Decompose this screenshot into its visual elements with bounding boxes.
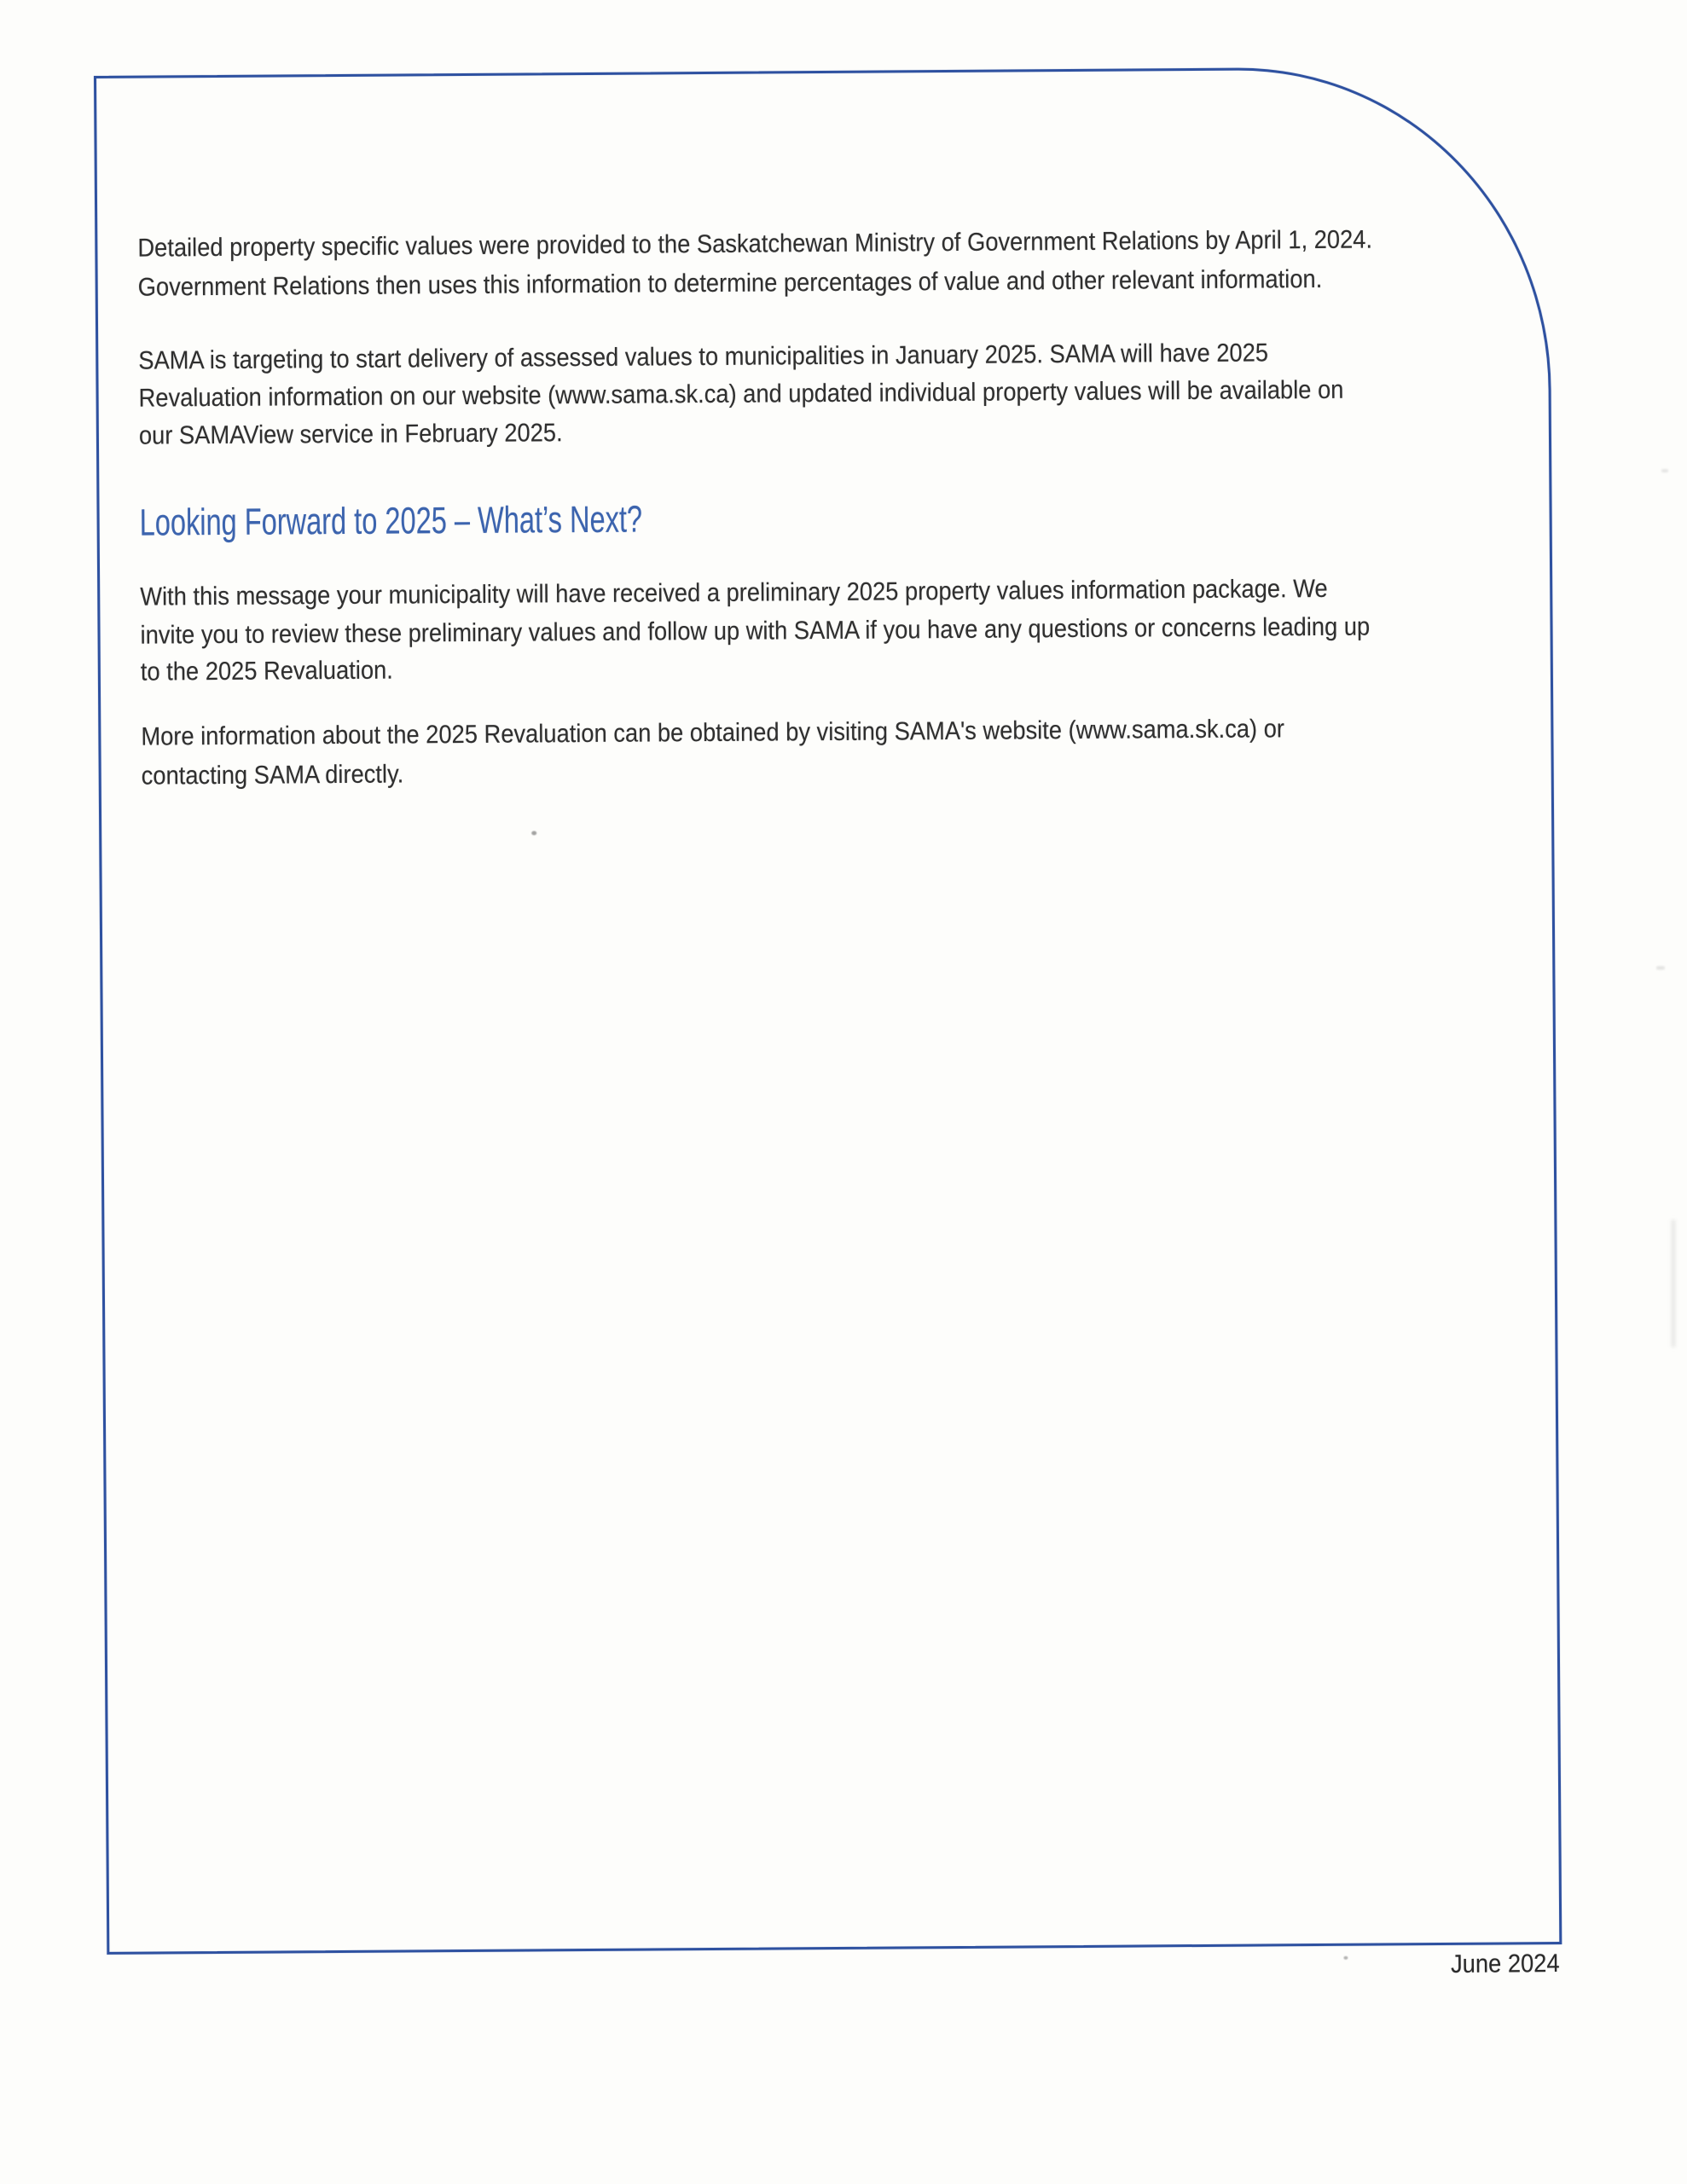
paragraph-4-line-2: contacting SAMA directly. bbox=[141, 760, 404, 791]
paragraph-1-line-1: Detailed property specific values were provided to the Saskatchewan Ministry of Government Relations by April 1, 2024. bbox=[137, 225, 1373, 263]
scan-speck bbox=[531, 831, 536, 835]
paragraph-2-line-1: SAMA is targeting to start delivery of assessed values to municipalities in January 2025. SAMA will have 2025 bbox=[138, 339, 1269, 375]
scan-edge-artifact bbox=[1656, 966, 1665, 970]
paragraph-1 bbox=[0, 0, 1686, 302]
paragraph-3-line-1: With this message your municipality will have received a preliminary 2025 property values information package. We bbox=[140, 574, 1328, 611]
paragraph-2-line-2: Revaluation information on our website (www.sama.sk.ca) and updated individual property values will be available on bbox=[138, 375, 1344, 413]
paragraph-3-line-3: to the 2025 Revaluation. bbox=[140, 656, 393, 686]
scan-edge-artifact bbox=[1661, 469, 1668, 472]
paragraph-3-line-2: invite you to review these preliminary values and follow up with SAMA if you have any questions or concerns leading up bbox=[140, 612, 1371, 650]
scan-speck bbox=[1343, 1956, 1348, 1960]
paragraph-4-line-1: More information about the 2025 Revaluation can be obtained by visiting SAMA's website (www.sama.sk.ca) or bbox=[141, 715, 1285, 751]
scan-edge-artifact bbox=[1672, 1219, 1675, 1347]
paragraph-2-line-3: our SAMAView service in February 2025. bbox=[138, 419, 563, 450]
footer-date: June 2024 bbox=[1450, 1949, 1560, 1978]
section-heading: Looking Forward to 2025 – What’s Next? bbox=[139, 498, 643, 544]
paragraph-1-line-2: Government Relations then uses this information to determine percentages of value and other relevant information. bbox=[137, 264, 1323, 302]
